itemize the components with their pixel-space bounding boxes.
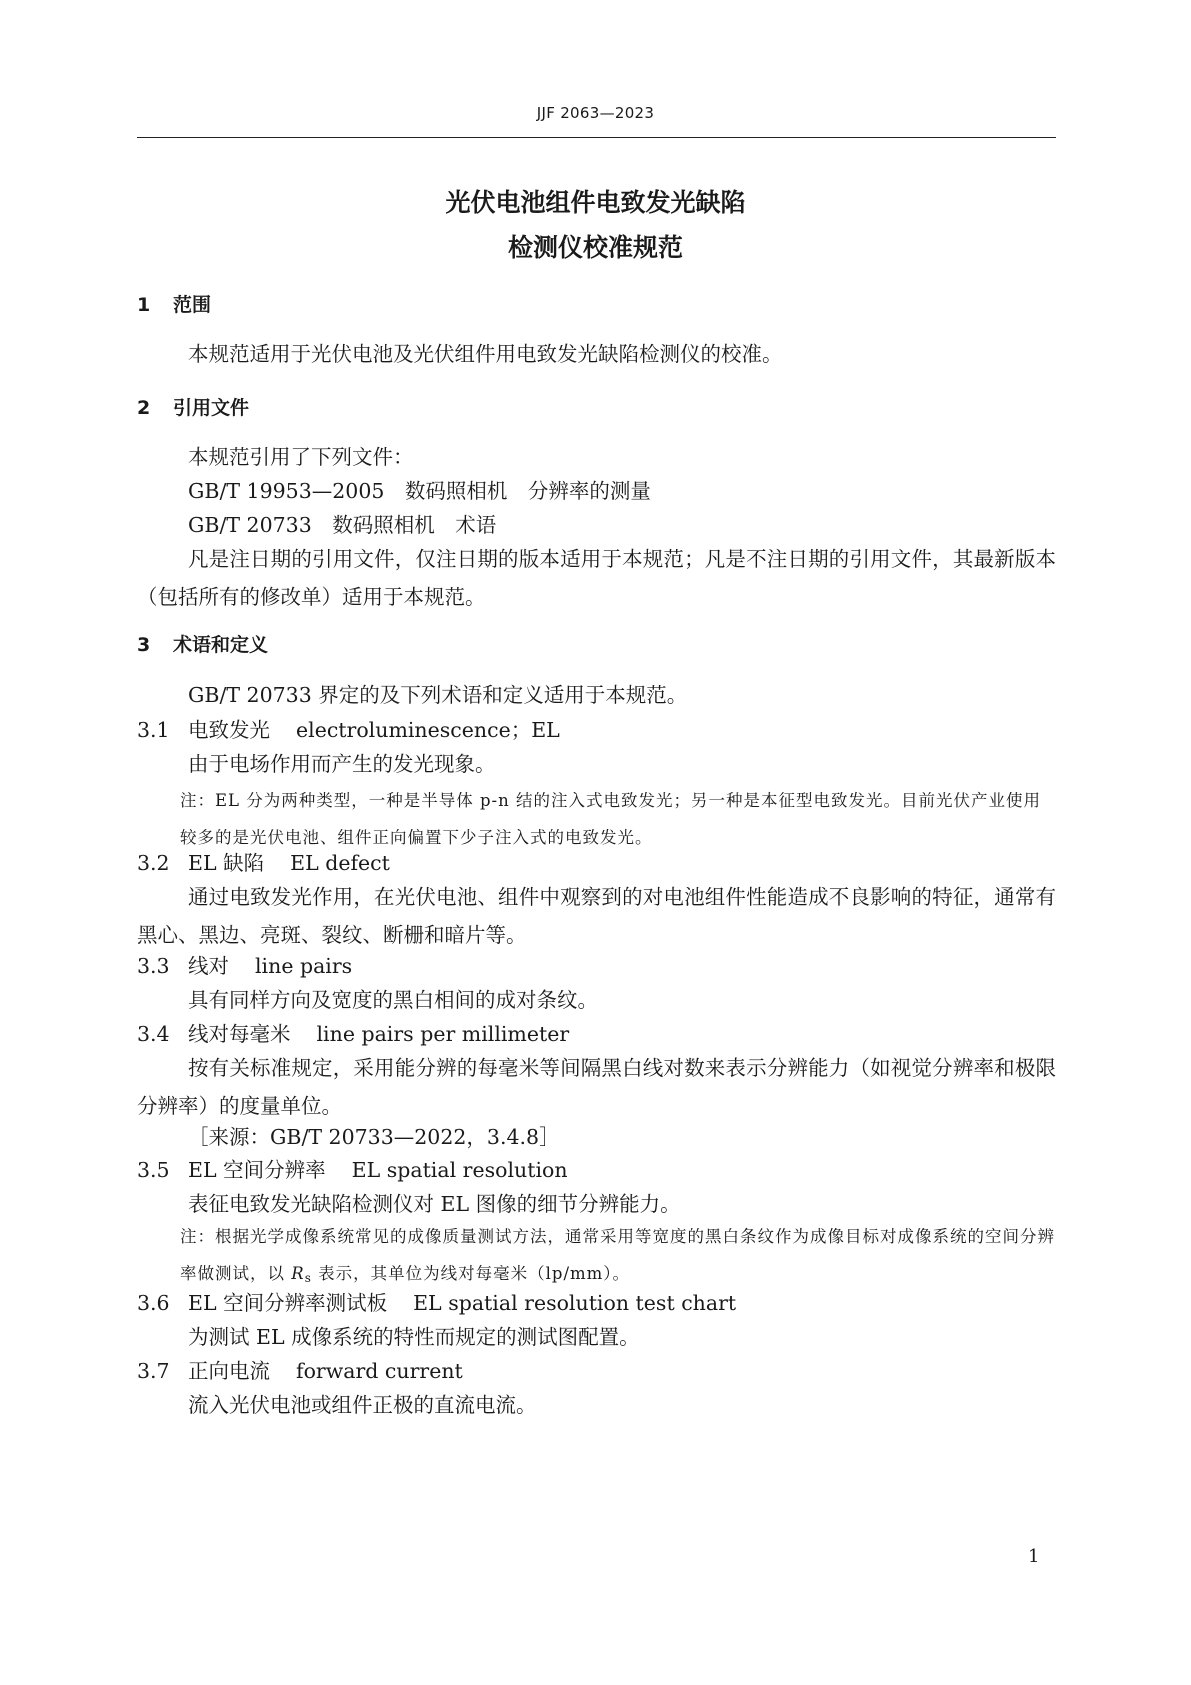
term-3-7-definition: 流入光伏电池或组件正极的直流电流。 bbox=[188, 1393, 537, 1417]
header-rule bbox=[137, 137, 1056, 138]
section-1-body: 本规范适用于光伏电池及光伏组件用电致发光缺陷检测仪的校准。 bbox=[188, 342, 783, 366]
document-title bbox=[0, 180, 1191, 270]
term-3-6-definition: 为测试 EL 成像系统的特性而规定的测试图配置。 bbox=[188, 1325, 640, 1349]
term-3-2-definition: 通过电致发光作用，在光伏电池、组件中观察到的对电池组件性能造成不良影响的特征，通常有黑心、黑边、亮斑、裂纹、断栅和暗片等。 bbox=[137, 885, 1056, 947]
term-3-2-heading: 3.2 EL 缺陷 EL defect bbox=[137, 851, 390, 875]
reference-item: GB/T 20733 数码照相机 术语 bbox=[188, 513, 497, 537]
term-3-4-definition: 按有关标准规定，采用能分辨的每毫米等间隔黑白线对数来表示分辨能力（如视觉分辨率和极限分辨率）的度量单位。 bbox=[137, 1056, 1056, 1118]
section-2-note: 凡是注日期的引用文件，仅注日期的版本适用于本规范；凡是不注日期的引用文件，其最新版本（包括所有的修改单）适用于本规范。 bbox=[137, 547, 1056, 609]
term-3-4-heading: 3.4 线对每毫米 line pairs per millimeter bbox=[137, 1022, 570, 1046]
term-3-3-definition: 具有同样方向及宽度的黑白相间的成对条纹。 bbox=[188, 988, 598, 1012]
term-3-7-heading: 3.7 正向电流 forward current bbox=[137, 1359, 463, 1383]
section-2-heading: 2 引用文件 bbox=[137, 397, 250, 419]
section-1-heading: 1 范围 bbox=[137, 294, 212, 316]
term-3-1-definition: 由于电场作用而产生的发光现象。 bbox=[188, 752, 496, 776]
term-3-5-note: 注：根据光学成像系统常见的成像质量测试方法，通常采用等宽度的黑白条纹作为成像目标对成像系统的空间分辨率做测试，以 $R_s$ 表示，其单位为线对每毫米（lp/mm）。 bbox=[180, 1227, 1055, 1285]
term-3-1-note: 注：EL 分为两种类型，一种是半导体 p-n 结的注入式电致发光；另一种是本征型电致发光。目前光伏产业使用较多的是光伏电池、组件正向偏置下少子注入式的电致发光。 bbox=[180, 791, 1042, 847]
term-3-5-heading: 3.5 EL 空间分辨率 EL spatial resolution bbox=[137, 1158, 568, 1182]
page-number: 1 bbox=[1028, 1546, 1040, 1567]
term-3-6-heading: 3.6 EL 空间分辨率测试板 EL spatial resolution test chart bbox=[137, 1291, 737, 1315]
term-3-5-definition: 表征电致发光缺陷检测仪对 EL 图像的细节分辨能力。 bbox=[188, 1192, 681, 1216]
term-3-1-heading: 3.1 电致发光 electroluminescence；EL bbox=[137, 718, 560, 742]
section-2-intro: 本规范引用了下列文件： bbox=[188, 445, 414, 469]
term-3-3-heading: 3.3 线对 line pairs bbox=[137, 954, 353, 978]
reference-item: GB/T 19953—2005 数码照相机 分辨率的测量 bbox=[188, 479, 651, 503]
section-3-heading: 3 术语和定义 bbox=[137, 634, 269, 656]
section-3-intro: GB/T 20733 界定的及下列术语和定义适用于本规范。 bbox=[188, 683, 688, 707]
title-line-2: 检测仪校准规范 bbox=[507, 233, 683, 262]
term-3-4-source: ［来源：GB/T 20733—2022，3.4.8］ bbox=[188, 1125, 560, 1149]
standard-code-header: JJF 2063—2023 bbox=[536, 104, 655, 122]
title-line-1: 光伏电池组件电致发光缺陷 bbox=[445, 188, 746, 217]
